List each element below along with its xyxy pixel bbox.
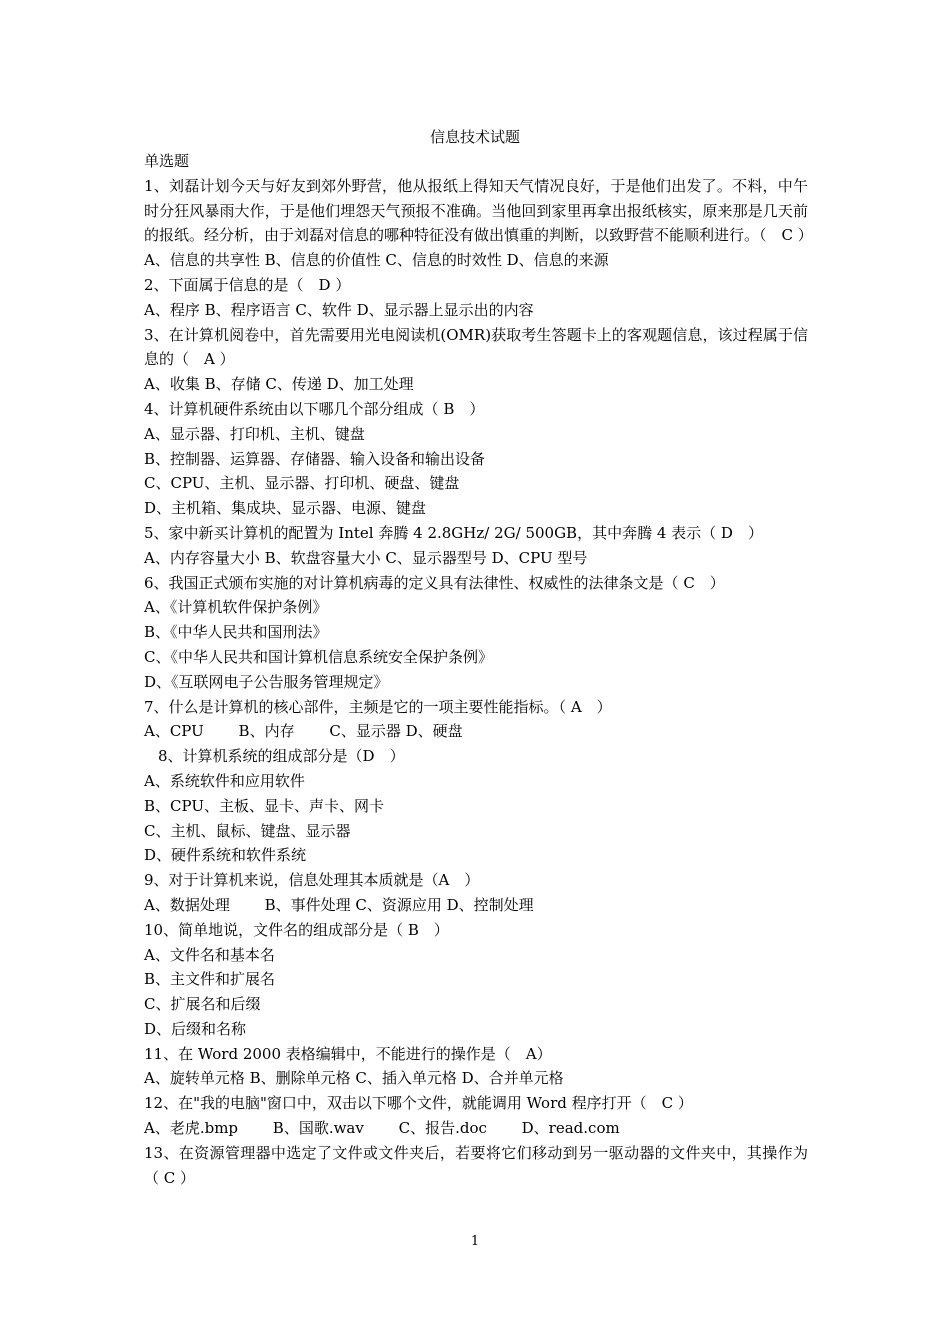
question-5: 5、家中新买计算机的配置为 Intel 奔腾 4 2.8GHz/ 2G/ 500GB，其中奔腾 4 表示（ D ） xyxy=(144,523,763,542)
question-4: 4、计算机硬件系统由以下哪几个部分组成（ B ） xyxy=(144,399,485,418)
document-body xyxy=(144,149,813,1190)
question-1-options: A、信息的共享性 B、信息的价值性 C、信息的时效性 D、信息的来源 xyxy=(144,251,609,270)
question-4-option-a: A、显示器、打印机、主机、键盘 xyxy=(144,424,365,443)
question-12: 12、在"我的电脑"窗口中，双击以下哪个文件，就能调用 Word 程序打开（ C ） xyxy=(144,1094,693,1113)
question-3-options: A、收集 B、存储 C、传递 D、加工处理 xyxy=(144,375,414,394)
question-11-options: A、旋转单元格 B、删除单元格 C、插入单元格 D、合并单元格 xyxy=(144,1069,564,1088)
question-12-options: A、老虎.bmp B、国歌.wav C、报告.doc D、read.com xyxy=(144,1119,620,1138)
question-8-option-c: C、主机、鼠标、键盘、显示器 xyxy=(144,821,351,840)
question-6-option-a: A、《计算机软件保护条例》 xyxy=(144,598,328,617)
question-1: 1、刘磊计划今天与好友到郊外野营，他从报纸上得知天气情况良好，于是他们出发了。不料，中午时分狂风暴雨大作，于是他们埋怨天气预报不准确。当他回到家里再拿出报纸核实，原来那是几天前的报纸。经分析，由于刘磊对信息的哪种特征没有做出慎重的判断，以致野营不能顺利进行。（ C ） xyxy=(144,176,813,245)
question-8-option-a: A、系统软件和应用软件 xyxy=(144,771,305,790)
question-10-option-c: C、扩展名和后缀 xyxy=(144,995,261,1014)
question-9: 9、对于计算机来说，信息处理其本质就是（A ） xyxy=(144,871,480,890)
section-heading: 单选题 xyxy=(144,152,190,170)
document-title: 信息技术试题 xyxy=(429,128,520,146)
question-8: 8、计算机系统的组成部分是（D ） xyxy=(158,747,405,766)
question-8-option-b: B、CPU、主板、显卡、声卡、网卡 xyxy=(144,796,384,815)
question-10-option-b: B、主文件和扩展名 xyxy=(144,970,276,989)
question-4-option-b: B、控制器、运算器、存储器、输入设备和输出设备 xyxy=(144,449,486,468)
question-4-option-c: C、CPU、主机、显示器、打印机、硬盘、键盘 xyxy=(144,474,460,493)
question-6-option-b: B、《中华人民共和国刑法》 xyxy=(144,623,328,642)
question-6-option-c: C、《中华人民共和国计算机信息系统安全保护条例》 xyxy=(144,647,493,666)
question-5-options: A、内存容量大小 B、软盘容量大小 C、显示器型号 D、CPU 型号 xyxy=(144,548,588,567)
question-9-options: A、数据处理 B、事件处理 C、资源应用 D、控制处理 xyxy=(144,895,534,914)
question-10: 10、简单地说，文件名的组成部分是（ B ） xyxy=(144,920,449,939)
question-3: 3、在计算机阅卷中，首先需要用光电阅读机(OMR)获取考生答题卡上的客观题信息，该过程属于信息的（ A ） xyxy=(144,325,808,369)
page-number: 1 xyxy=(470,1234,480,1249)
question-2: 2、下面属于信息的是（ D ） xyxy=(144,275,351,294)
question-13: 13、在资源管理器中选定了文件或文件夹后，若要将它们移动到另一驱动器的文件夹中，其操作为（ C ） xyxy=(144,1143,808,1187)
question-7: 7、什么是计算机的核心部件，主频是它的一项主要性能指标。（ A ） xyxy=(144,697,612,716)
question-11: 11、在 Word 2000 表格编辑中，不能进行的操作是（ A） xyxy=(144,1044,552,1063)
question-6-option-d: D、《互联网电子公告服务管理规定》 xyxy=(144,672,389,691)
question-7-options: A、CPU B、内存 C、显示器 D、硬盘 xyxy=(144,722,463,741)
question-4-option-d: D、主机箱、集成块、显示器、电源、键盘 xyxy=(144,499,427,518)
question-8-option-d: D、硬件系统和软件系统 xyxy=(144,846,307,865)
question-6: 6、我国正式颁布实施的对计算机病毒的定义具有法律性、权威性的法律条文是（ C ） xyxy=(144,573,725,592)
question-10-option-a: A、文件名和基本名 xyxy=(144,945,275,964)
question-2-options: A、程序 B、程序语言 C、软件 D、显示器上显示出的内容 xyxy=(144,300,534,319)
question-10-option-d: D、后缀和名称 xyxy=(144,1019,247,1038)
